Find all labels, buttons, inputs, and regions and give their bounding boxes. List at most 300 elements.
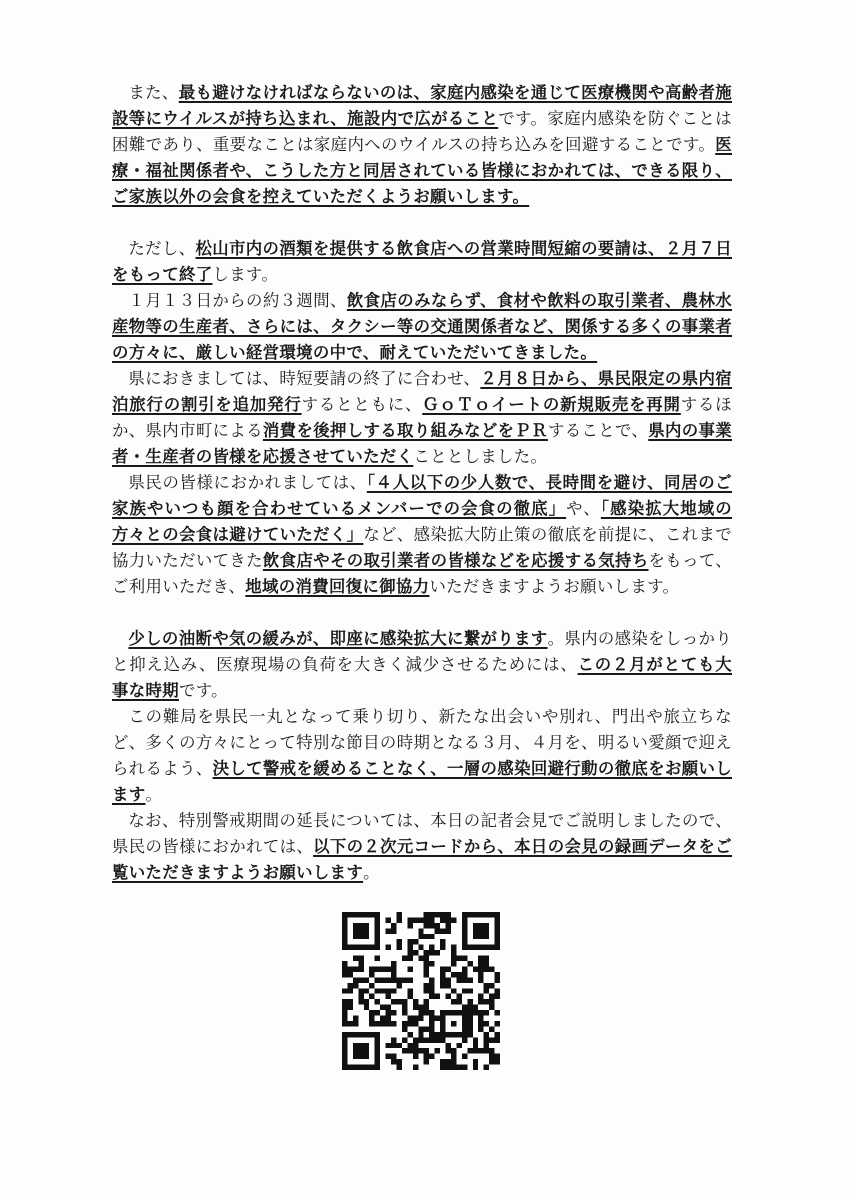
body-text: 。 — [145, 785, 163, 804]
qr-module — [429, 988, 434, 993]
qr-module — [478, 923, 483, 928]
qr-module — [375, 1054, 380, 1059]
qr-module — [375, 1010, 380, 1015]
qr-module — [484, 1037, 489, 1042]
qr-module — [418, 934, 423, 939]
qr-module — [484, 934, 489, 939]
qr-module — [375, 956, 380, 961]
body-text: するとともに、 — [301, 395, 423, 414]
qr-module — [396, 945, 401, 950]
qr-module — [462, 917, 467, 922]
qr-module — [440, 1010, 445, 1015]
qr-module — [347, 983, 352, 988]
qr-module — [342, 912, 347, 917]
qr-module — [358, 1065, 363, 1070]
qr-module — [462, 1021, 467, 1026]
qr-module — [473, 1065, 478, 1070]
qr-module — [353, 966, 358, 971]
qr-module — [424, 972, 429, 977]
qr-module — [429, 917, 434, 922]
qr-module — [451, 988, 456, 993]
qr-module — [424, 961, 429, 966]
qr-module — [413, 1065, 418, 1070]
qr-module — [407, 988, 412, 993]
qr-module — [358, 977, 363, 982]
qr-module — [478, 1010, 483, 1015]
qr-module — [342, 1048, 347, 1053]
qr-module — [489, 966, 494, 971]
qr-module — [435, 1032, 440, 1037]
qr-module — [478, 999, 483, 1004]
qr-module — [424, 1059, 429, 1064]
qr-module — [391, 966, 396, 971]
qr-module — [478, 994, 483, 999]
qr-code — [342, 912, 500, 1070]
qr-module — [473, 934, 478, 939]
qr-module — [462, 1005, 467, 1010]
qr-module — [429, 912, 434, 917]
qr-module — [396, 917, 401, 922]
qr-module — [386, 1043, 391, 1048]
qr-module — [407, 956, 412, 961]
qr-module — [402, 1048, 407, 1053]
qr-module — [358, 956, 363, 961]
body-paragraph — [112, 236, 732, 288]
qr-module — [429, 961, 434, 966]
qr-module — [462, 923, 467, 928]
qr-module — [429, 1021, 434, 1026]
body-text: なお、特別警戒期間の延長については、本日の記者会見でご説明しましたので、県民の皆様におかれては、 — [112, 811, 732, 856]
qr-module — [407, 917, 412, 922]
qr-module — [353, 1021, 358, 1026]
qr-module — [489, 983, 494, 988]
qr-module — [418, 1005, 423, 1010]
qr-module — [462, 934, 467, 939]
qr-module — [391, 1021, 396, 1026]
qr-module — [358, 966, 363, 971]
qr-module — [375, 939, 380, 944]
qr-module — [424, 912, 429, 917]
qr-module — [369, 912, 374, 917]
qr-module — [418, 1037, 423, 1042]
qr-module — [489, 1026, 494, 1031]
qr-module — [495, 972, 500, 977]
qr-module — [446, 977, 451, 982]
qr-module — [369, 1016, 374, 1021]
qr-module — [358, 961, 363, 966]
body-text: こととしました。 — [413, 447, 548, 466]
qr-module — [375, 928, 380, 933]
qr-module — [386, 928, 391, 933]
qr-module — [451, 961, 456, 966]
qr-module — [440, 1037, 445, 1042]
qr-module — [456, 956, 461, 961]
qr-module — [462, 945, 467, 950]
qr-module — [462, 939, 467, 944]
qr-module — [358, 912, 363, 917]
qr-module — [369, 994, 374, 999]
qr-module — [489, 1059, 494, 1064]
qr-module — [407, 977, 412, 982]
qr-module — [435, 928, 440, 933]
qr-module — [473, 912, 478, 917]
qr-module — [407, 923, 412, 928]
qr-module — [473, 945, 478, 950]
body-paragraph — [112, 470, 732, 600]
qr-module — [446, 1059, 451, 1064]
qr-module — [473, 1037, 478, 1042]
qr-module — [424, 1010, 429, 1015]
qr-module — [435, 950, 440, 955]
qr-module — [435, 923, 440, 928]
qr-module — [467, 945, 472, 950]
qr-module — [440, 912, 445, 917]
qr-module — [429, 923, 434, 928]
body-paragraph — [112, 626, 732, 704]
qr-module — [495, 1010, 500, 1015]
emphasized-text: この２月がとても大事な時期 — [112, 655, 732, 700]
qr-module — [484, 983, 489, 988]
qr-module — [489, 1054, 494, 1059]
qr-module — [429, 950, 434, 955]
qr-module — [484, 928, 489, 933]
qr-module — [451, 1048, 456, 1053]
qr-module — [358, 1032, 363, 1037]
qr-module — [413, 950, 418, 955]
qr-module — [446, 1065, 451, 1070]
qr-module — [440, 1059, 445, 1064]
body-text: します。 — [212, 265, 279, 284]
body-text: 。 — [363, 863, 380, 882]
body-paragraph — [112, 80, 732, 210]
emphasized-text: 以下の２次元コードから、本日の会見の録画データをご覧いただきますようお願いします — [112, 837, 733, 882]
qr-module — [424, 917, 429, 922]
qr-module — [424, 966, 429, 971]
qr-module — [402, 999, 407, 1004]
qr-module — [440, 1032, 445, 1037]
emphasized-text: 少しの油断や気の緩みが、即座に感染拡大に繋がります — [128, 629, 548, 648]
qr-module — [375, 988, 380, 993]
document-body — [112, 80, 732, 886]
qr-module — [424, 988, 429, 993]
qr-module — [396, 939, 401, 944]
qr-module — [413, 1005, 418, 1010]
qr-module — [418, 956, 423, 961]
qr-module — [342, 928, 347, 933]
qr-module — [347, 945, 352, 950]
qr-module — [446, 966, 451, 971]
qr-module — [473, 1048, 478, 1053]
emphasized-text: 「感染拡大地域の方々との会食は避けていただく」 — [112, 499, 732, 544]
qr-module — [386, 917, 391, 922]
qr-module — [386, 988, 391, 993]
qr-module — [391, 961, 396, 966]
qr-module — [418, 1032, 423, 1037]
qr-module — [358, 1043, 363, 1048]
emphasized-text: 決して警戒を緩めることなく、一層の感染回避行動の徹底をお願いします — [112, 759, 732, 804]
paragraph-gap — [112, 600, 732, 626]
qr-module — [413, 917, 418, 922]
qr-module — [440, 1021, 445, 1026]
qr-module — [456, 999, 461, 1004]
qr-module — [456, 1032, 461, 1037]
qr-module — [386, 1005, 391, 1010]
qr-module — [462, 1065, 467, 1070]
qr-module — [364, 1005, 369, 1010]
qr-module — [375, 1021, 380, 1026]
qr-module — [342, 961, 347, 966]
body-text: 県民の皆様におかれましては、 — [128, 473, 367, 492]
qr-module — [342, 1032, 347, 1037]
emphasized-text: 県内の事業者・生産者の皆様を応援させていただく — [112, 421, 733, 466]
emphasized-text: 地域の消費回復に御協力 — [245, 577, 430, 596]
qr-module — [484, 961, 489, 966]
qr-module — [418, 928, 423, 933]
qr-module — [495, 945, 500, 950]
qr-module — [478, 966, 483, 971]
qr-module — [446, 1010, 451, 1015]
qr-module — [495, 977, 500, 982]
qr-module — [342, 939, 347, 944]
emphasized-text: 「４人以下の少人数で、長時間を避け、同居のご家族やいつも顔を合わせているメンバーでの会食の徹底」 — [112, 473, 732, 518]
qr-module — [484, 1043, 489, 1048]
qr-module — [391, 999, 396, 1004]
qr-module — [462, 1032, 467, 1037]
qr-module — [402, 1005, 407, 1010]
qr-module — [478, 956, 483, 961]
qr-module — [396, 1059, 401, 1064]
qr-module — [407, 966, 412, 971]
qr-code-icon — [342, 912, 500, 1070]
qr-module — [440, 928, 445, 933]
qr-module — [342, 1059, 347, 1064]
qr-module — [402, 1026, 407, 1031]
qr-module — [429, 934, 434, 939]
qr-module — [473, 1043, 478, 1048]
qr-module — [364, 945, 369, 950]
qr-module — [462, 1016, 467, 1021]
qr-module — [369, 972, 374, 977]
qr-module — [353, 1048, 358, 1053]
qr-module — [364, 988, 369, 993]
qr-module — [446, 1032, 451, 1037]
qr-module — [342, 1005, 347, 1010]
qr-module — [489, 912, 494, 917]
qr-module — [386, 994, 391, 999]
qr-module — [462, 988, 467, 993]
qr-module — [467, 988, 472, 993]
qr-module — [364, 1032, 369, 1037]
qr-module — [407, 1048, 412, 1053]
body-text: をもって、ご利用いただき、 — [112, 551, 733, 596]
qr-module — [489, 1048, 494, 1053]
qr-module — [484, 1032, 489, 1037]
qr-module — [451, 1059, 456, 1064]
qr-module — [429, 1026, 434, 1031]
qr-module — [380, 1016, 385, 1021]
qr-module — [467, 1026, 472, 1031]
qr-module — [353, 956, 358, 961]
body-text: 。県内の感染をしっかりと抑え込み、医療現場の負荷を大きく減少させるためには、 — [112, 629, 732, 674]
qr-module — [424, 1005, 429, 1010]
body-text: この難局を県民一丸となって乗り切り、新たな出会いや別れ、門出や旅立ちなど、多くの方々にとって特別な節目の時期となる３月、４月を、明るい愛顔で迎えられるよう、 — [112, 707, 732, 778]
qr-module — [495, 1021, 500, 1026]
qr-module — [473, 1059, 478, 1064]
qr-module — [424, 1026, 429, 1031]
qr-module — [342, 988, 347, 993]
body-text: です。家庭内感染を防ぐことは困難であり、重要なことは家庭内へのウイルスの持ち込みを回避することです。 — [112, 109, 732, 154]
qr-module — [440, 945, 445, 950]
qr-module — [440, 1065, 445, 1070]
qr-module — [342, 945, 347, 950]
qr-module — [484, 912, 489, 917]
qr-module — [462, 1054, 467, 1059]
qr-module — [386, 1010, 391, 1015]
qr-module — [484, 966, 489, 971]
emphasized-text: 松山市内の酒類を提供する飲食店への営業時間短縮の要請は、２月７日をもって終了 — [112, 239, 732, 284]
qr-module — [380, 988, 385, 993]
body-text: することで、 — [547, 421, 649, 440]
qr-module — [424, 934, 429, 939]
qr-module — [440, 966, 445, 971]
qr-module — [467, 961, 472, 966]
qr-module — [342, 917, 347, 922]
qr-module — [451, 1021, 456, 1026]
qr-module — [446, 1043, 451, 1048]
qr-module — [353, 1054, 358, 1059]
qr-module — [413, 1048, 418, 1053]
qr-module — [413, 1054, 418, 1059]
qr-module — [407, 1043, 412, 1048]
qr-module — [391, 1059, 396, 1064]
qr-module — [375, 1037, 380, 1042]
body-paragraph — [112, 808, 732, 886]
qr-module — [353, 928, 358, 933]
qr-module — [424, 956, 429, 961]
qr-module — [446, 928, 451, 933]
emphasized-text: 最も避けなければならないのは、家庭内感染を通じて医療機関や高齢者施設等にウイルスが持ち込まれ、施設内で広がること — [112, 83, 732, 128]
qr-module — [396, 912, 401, 917]
qr-module — [451, 1010, 456, 1015]
qr-module — [347, 988, 352, 993]
qr-module — [364, 977, 369, 982]
qr-module — [418, 945, 423, 950]
qr-module — [473, 923, 478, 928]
qr-module — [495, 1037, 500, 1042]
qr-module — [342, 1054, 347, 1059]
qr-module — [407, 994, 412, 999]
body-text: するほか、県内市町による — [112, 395, 732, 440]
qr-module — [451, 1032, 456, 1037]
qr-module — [456, 1010, 461, 1015]
body-text: １月１３日からの約３週間、 — [128, 291, 347, 310]
paragraph-gap — [112, 210, 732, 236]
qr-module — [489, 999, 494, 1004]
qr-module — [364, 1054, 369, 1059]
body-text: など、感染拡大防止策の徹底を前提に、これまで協力いただいてきた — [112, 525, 732, 570]
qr-module — [424, 983, 429, 988]
qr-module — [369, 945, 374, 950]
qr-module — [347, 999, 352, 1004]
qr-module — [375, 912, 380, 917]
qr-module — [424, 1048, 429, 1053]
qr-module — [456, 994, 461, 999]
qr-module — [364, 912, 369, 917]
qr-module — [407, 939, 412, 944]
qr-module — [418, 1016, 423, 1021]
emphasized-text: 飲食店のみならず、食材や飲料の取引業者、農林水産物等の生産者、さらには、タクシー等の交通関係者など、関係する多くの事業者の方々に、厳しい経営環境の中で、耐えていただいてきました。 — [112, 291, 732, 362]
qr-module — [424, 950, 429, 955]
qr-module — [467, 1016, 472, 1021]
qr-module — [462, 1037, 467, 1042]
qr-module — [364, 1048, 369, 1053]
qr-module — [342, 972, 347, 977]
qr-module — [375, 1043, 380, 1048]
qr-module — [467, 1005, 472, 1010]
qr-module — [391, 972, 396, 977]
qr-module — [353, 1065, 358, 1070]
qr-module — [407, 950, 412, 955]
qr-module — [435, 994, 440, 999]
qr-module — [375, 999, 380, 1004]
qr-module — [446, 917, 451, 922]
qr-module — [347, 1005, 352, 1010]
qr-module — [386, 1021, 391, 1026]
qr-module — [358, 988, 363, 993]
qr-module — [435, 1037, 440, 1042]
qr-module — [489, 945, 494, 950]
qr-module — [369, 1065, 374, 1070]
qr-module — [375, 945, 380, 950]
qr-module — [375, 1059, 380, 1064]
qr-module — [364, 1065, 369, 1070]
qr-module — [440, 1016, 445, 1021]
qr-module — [495, 1054, 500, 1059]
qr-module — [418, 1026, 423, 1031]
qr-module — [342, 1037, 347, 1042]
qr-module — [364, 999, 369, 1004]
qr-module — [484, 923, 489, 928]
qr-module — [451, 972, 456, 977]
qr-module — [440, 972, 445, 977]
qr-module — [342, 1010, 347, 1015]
qr-module — [380, 966, 385, 971]
qr-module — [440, 1026, 445, 1031]
qr-module — [467, 1048, 472, 1053]
qr-module — [386, 977, 391, 982]
qr-module — [478, 961, 483, 966]
qr-module — [413, 1037, 418, 1042]
qr-module — [369, 966, 374, 971]
qr-module — [478, 1026, 483, 1031]
qr-module — [456, 977, 461, 982]
body-paragraph — [112, 366, 732, 470]
qr-module — [375, 1048, 380, 1053]
qr-module — [446, 994, 451, 999]
qr-module — [353, 983, 358, 988]
qr-module — [446, 923, 451, 928]
qr-module — [473, 1010, 478, 1015]
qr-module — [375, 966, 380, 971]
qr-module — [347, 966, 352, 971]
qr-module — [375, 923, 380, 928]
qr-module — [429, 1016, 434, 1021]
qr-module — [467, 912, 472, 917]
qr-module — [429, 1037, 434, 1042]
qr-module — [462, 912, 467, 917]
qr-module — [424, 1054, 429, 1059]
qr-module — [478, 928, 483, 933]
